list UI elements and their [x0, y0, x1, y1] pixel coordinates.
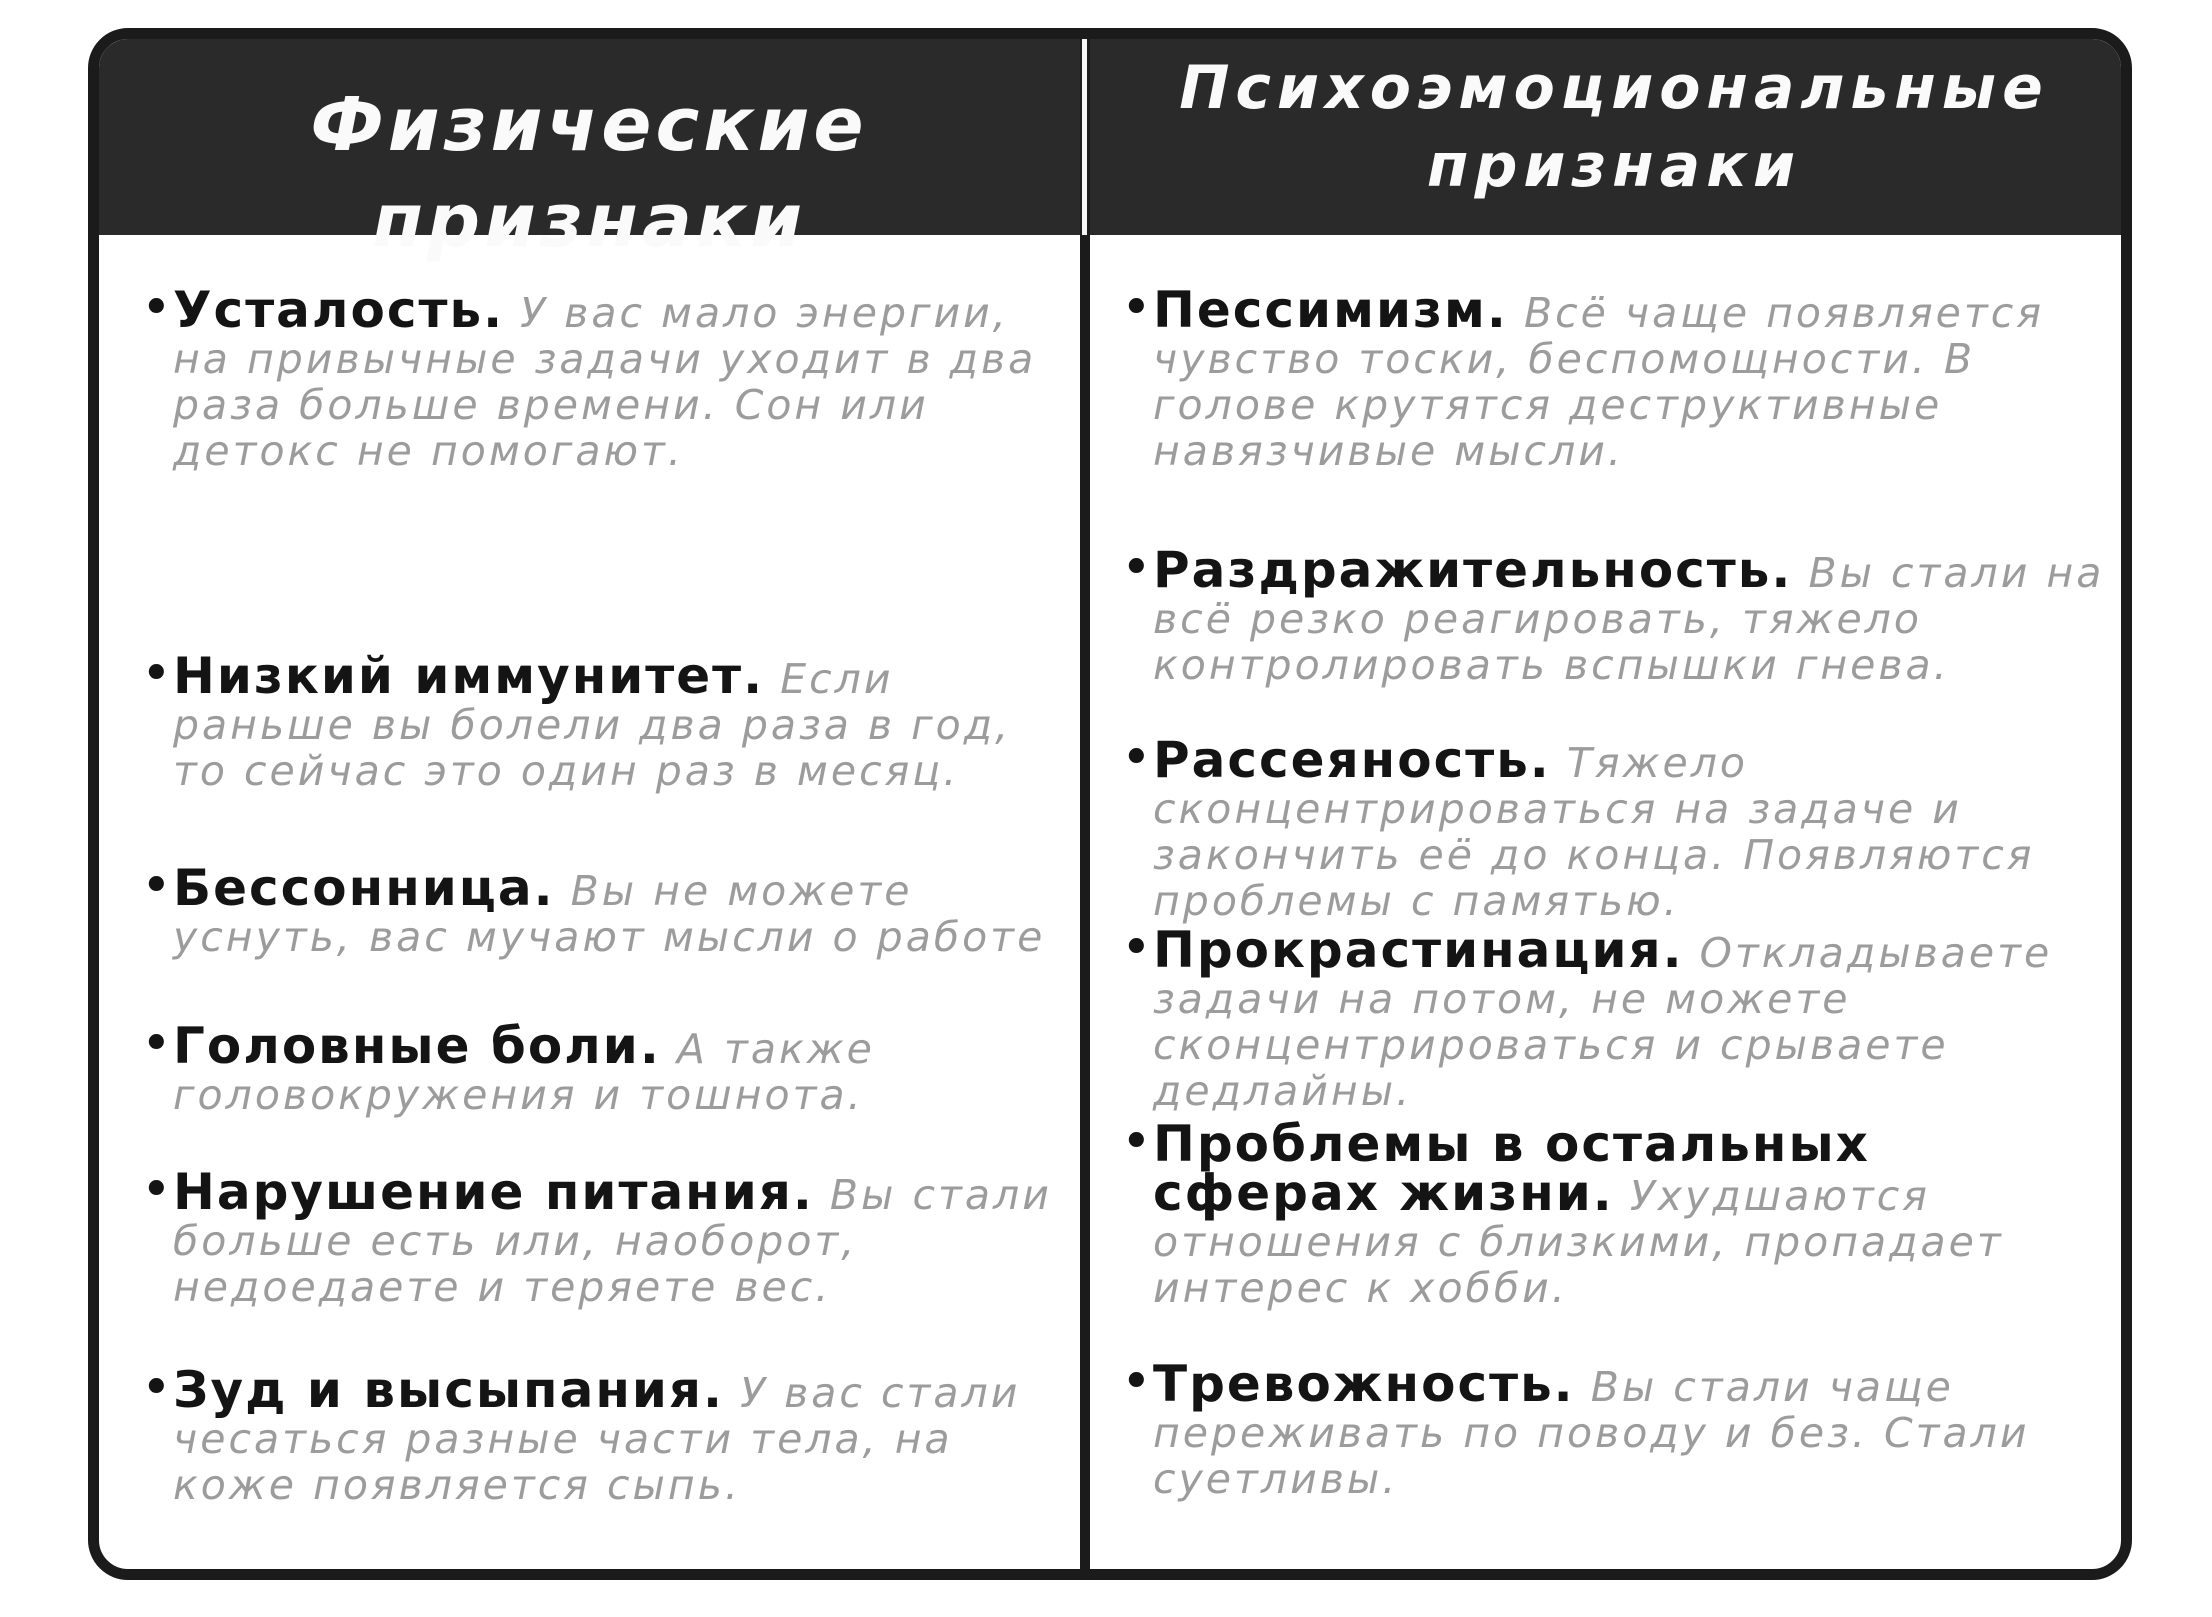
sign-description: Вы стали на всё резко реагировать, тяжело контролировать вспышки гнева.: [1153, 549, 2105, 689]
list-item: [139, 1358, 1069, 1509]
list-item: [1119, 538, 2109, 689]
bullet-icon: •: [1121, 1112, 1155, 1172]
list-item: [1119, 278, 2109, 475]
bullet-icon: •: [1121, 538, 1155, 598]
sign-description: Всё чаще появляется чувство тоски, беспомощности. В голове крутятся деструктивные навязчивые мысли.: [1153, 289, 2044, 475]
sign-term: Головные боли.: [173, 1017, 661, 1075]
list-item: [139, 278, 1069, 475]
list-item: [139, 856, 1069, 961]
list-item: [139, 644, 1069, 795]
sign-term: Усталость.: [173, 281, 505, 339]
sign-term: Зуд и высыпания.: [173, 1361, 725, 1419]
sign-term: Бессонница.: [173, 859, 555, 917]
list-item: [1119, 728, 2109, 925]
list-item: [139, 1014, 1069, 1119]
comparison-card: [88, 28, 2132, 1580]
psychoemotional-signs-title: Психоэмоциональные признаки: [1179, 53, 2049, 201]
sign-term: Раздражительность.: [1153, 541, 1793, 599]
column-divider: [1080, 39, 1090, 1569]
sign-term: Рассеяность.: [1153, 731, 1551, 789]
bullet-icon: •: [1121, 918, 1155, 978]
list-item: [1119, 918, 2109, 1115]
sign-description: Ухудшаются отношения с близкими, пропадает интерес к хобби.: [1153, 1172, 2004, 1312]
bullet-icon: •: [1121, 728, 1155, 788]
sign-description: А также головокружения и тошнота.: [173, 1025, 875, 1119]
header-divider: [1082, 39, 1087, 235]
bullet-icon: •: [141, 644, 175, 704]
bullet-icon: •: [141, 1358, 175, 1418]
physical-signs-title: Физические признаки: [310, 82, 868, 264]
bullet-icon: •: [141, 856, 175, 916]
sign-term: Нарушение питания.: [173, 1163, 814, 1221]
sign-term: Прокрастинация.: [1153, 921, 1684, 979]
sign-description: Откладываете задачи на потом, не можете сконцентрироваться и срываете дедлайны.: [1153, 929, 2053, 1115]
sign-description: Вы стали больше есть или, наоборот, недоедаете и теряете вес.: [173, 1171, 1052, 1311]
bullet-icon: •: [1121, 1352, 1155, 1412]
sign-term: Низкий иммунитет.: [173, 647, 765, 705]
sign-term: Тревожность.: [1153, 1355, 1575, 1413]
sign-term: Проблемы в остальных сферах жизни.: [1153, 1115, 1870, 1222]
bullet-icon: •: [1121, 278, 1155, 338]
list-item: [1119, 1112, 2109, 1312]
sign-term: Пессимизм.: [1153, 281, 1508, 339]
sign-description: У вас стали чесаться разные части тела, на коже появляется сыпь.: [173, 1369, 1021, 1509]
sign-description: Если раньше вы болели два раза в год, то сейчас это один раз в месяц.: [173, 655, 1012, 795]
sign-description: Вы стали чаще переживать по поводу и без. Стали суетливы.: [1153, 1363, 2030, 1503]
sign-description: У вас мало энергии, на привычные задачи уходит в два раза больше времени. Сон или детокс не помогают.: [173, 289, 1037, 475]
bullet-icon: •: [141, 278, 175, 338]
bullet-icon: •: [141, 1160, 175, 1220]
list-item: [139, 1160, 1069, 1311]
bullet-icon: •: [141, 1014, 175, 1074]
sign-description: Тяжело сконцентрироваться на задаче и закончить её до конца. Появляются проблемы с памятью.: [1153, 739, 2035, 925]
sign-description: Вы не можете уснуть, вас мучают мысли о работе: [173, 867, 1046, 961]
list-item: [1119, 1352, 2109, 1503]
